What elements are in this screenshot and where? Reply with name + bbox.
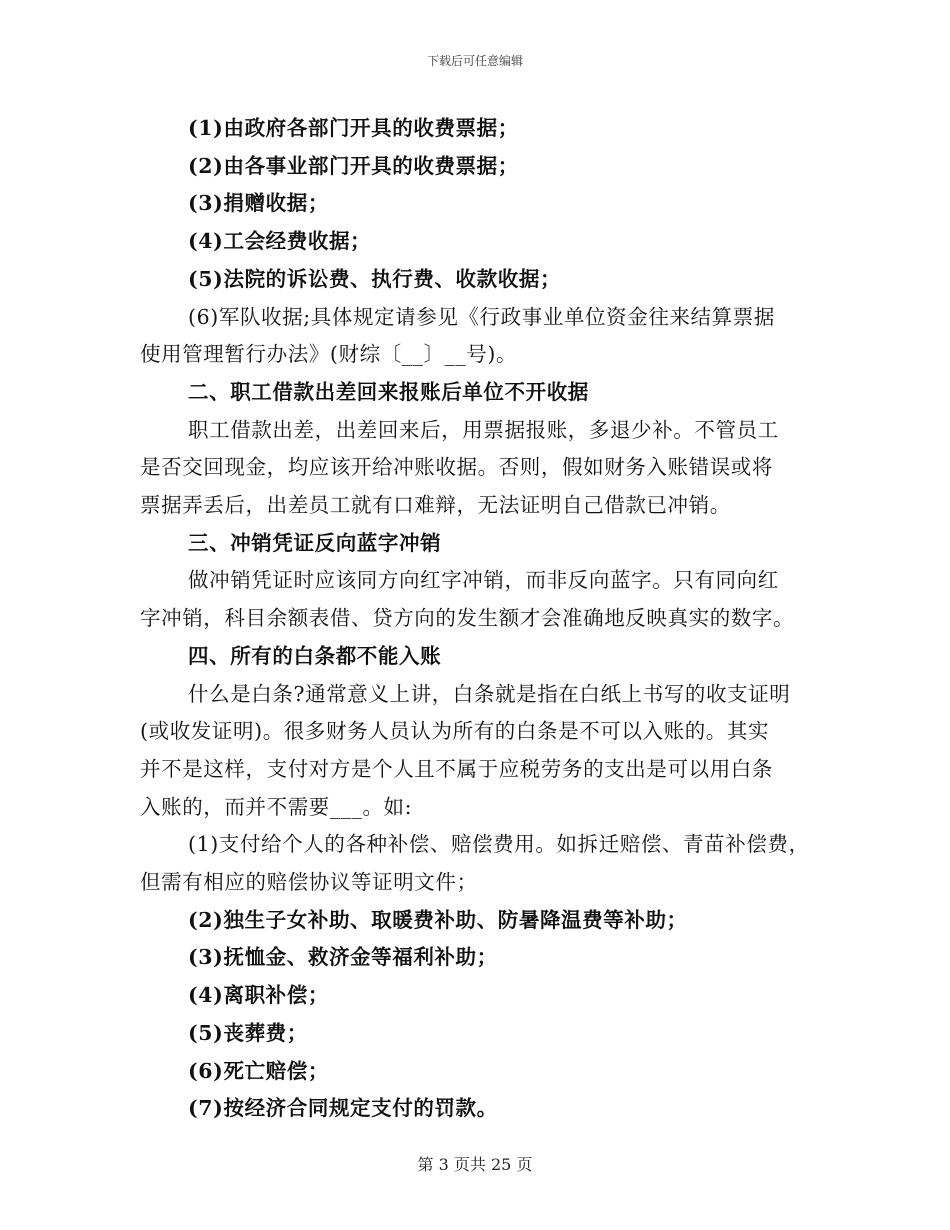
page-number: 第 3 页共 25 页	[417, 1155, 533, 1174]
heading-line: 三、冲销凭证反向蓝字冲销	[188, 530, 442, 555]
text-line: (1)支付给个人的各种补偿、赔偿费用。如拆迁赔偿、青苗补偿费，	[188, 832, 810, 857]
text-line: 使用管理暂行办法》(财综〔__〕__号)。	[140, 342, 518, 367]
heading-line: (4)离职补偿；	[188, 983, 329, 1008]
page-header: 下载后可任意编辑	[426, 54, 523, 68]
heading-line: 二、职工借款出差回来报账后单位不开收据	[188, 379, 589, 404]
heading-line: (5)法院的诉讼费、执行费、收款收据；	[188, 266, 562, 291]
document-body	[140, 110, 820, 1128]
heading-line: (2)由各事业部门开具的收费票据；	[188, 153, 519, 178]
text-line: 并不是这样，支付对方是个人且不属于应税劳务的支出是可以用白条	[140, 756, 773, 781]
text-line: (6)军队收据;具体规定请参见《行政事业单位资金往来结算票据	[188, 304, 775, 329]
heading-line: 四、所有的白条都不能入账	[188, 643, 442, 668]
text-line: 票据弄丢后，出差员工就有口难辩，无法证明自己借款已冲销。	[140, 493, 731, 518]
text-line: 做冲销凭证时应该同方向红字冲销，而非反向蓝字。只有同向红	[188, 568, 779, 593]
text-line: 职工借款出差，出差回来后，用票据报账，多退少补。不管员工	[188, 417, 779, 442]
heading-line: (6)死亡赔偿；	[188, 1058, 329, 1083]
heading-line: (2)独生子女补助、取暖费补助、防暑降温费等补助；	[188, 907, 688, 932]
text-line: 字冲销，科目余额表借、贷方向的发生额才会准确地反映真实的数字。	[140, 606, 795, 631]
text-line: 什么是白条?通常意义上讲，白条就是指在白纸上书写的收支证明	[188, 681, 791, 706]
heading-line: (5)丧葬费；	[188, 1020, 308, 1045]
text-line: (或收发证明)。很多财务人员认为所有的白条是不可以入账的。其实	[140, 719, 770, 744]
heading-line: (1)由政府各部门开具的收费票据；	[188, 116, 519, 140]
heading-line: (3)捐赠收据；	[188, 191, 329, 216]
heading-line: (7)按经济合同规定支付的罚款。	[188, 1096, 498, 1121]
heading-line: (3)抚恤金、救济金等福利补助；	[188, 945, 498, 970]
text-line: 是否交回现金，均应该开给冲账收据。否则，假如财务入账错误或将	[140, 455, 773, 480]
text-line: 入账的，而并不需要___。如:	[140, 794, 413, 819]
text-line: 但需有相应的赔偿协议等证明文件；	[140, 870, 478, 895]
heading-line: (4)工会经费收据；	[188, 229, 372, 254]
